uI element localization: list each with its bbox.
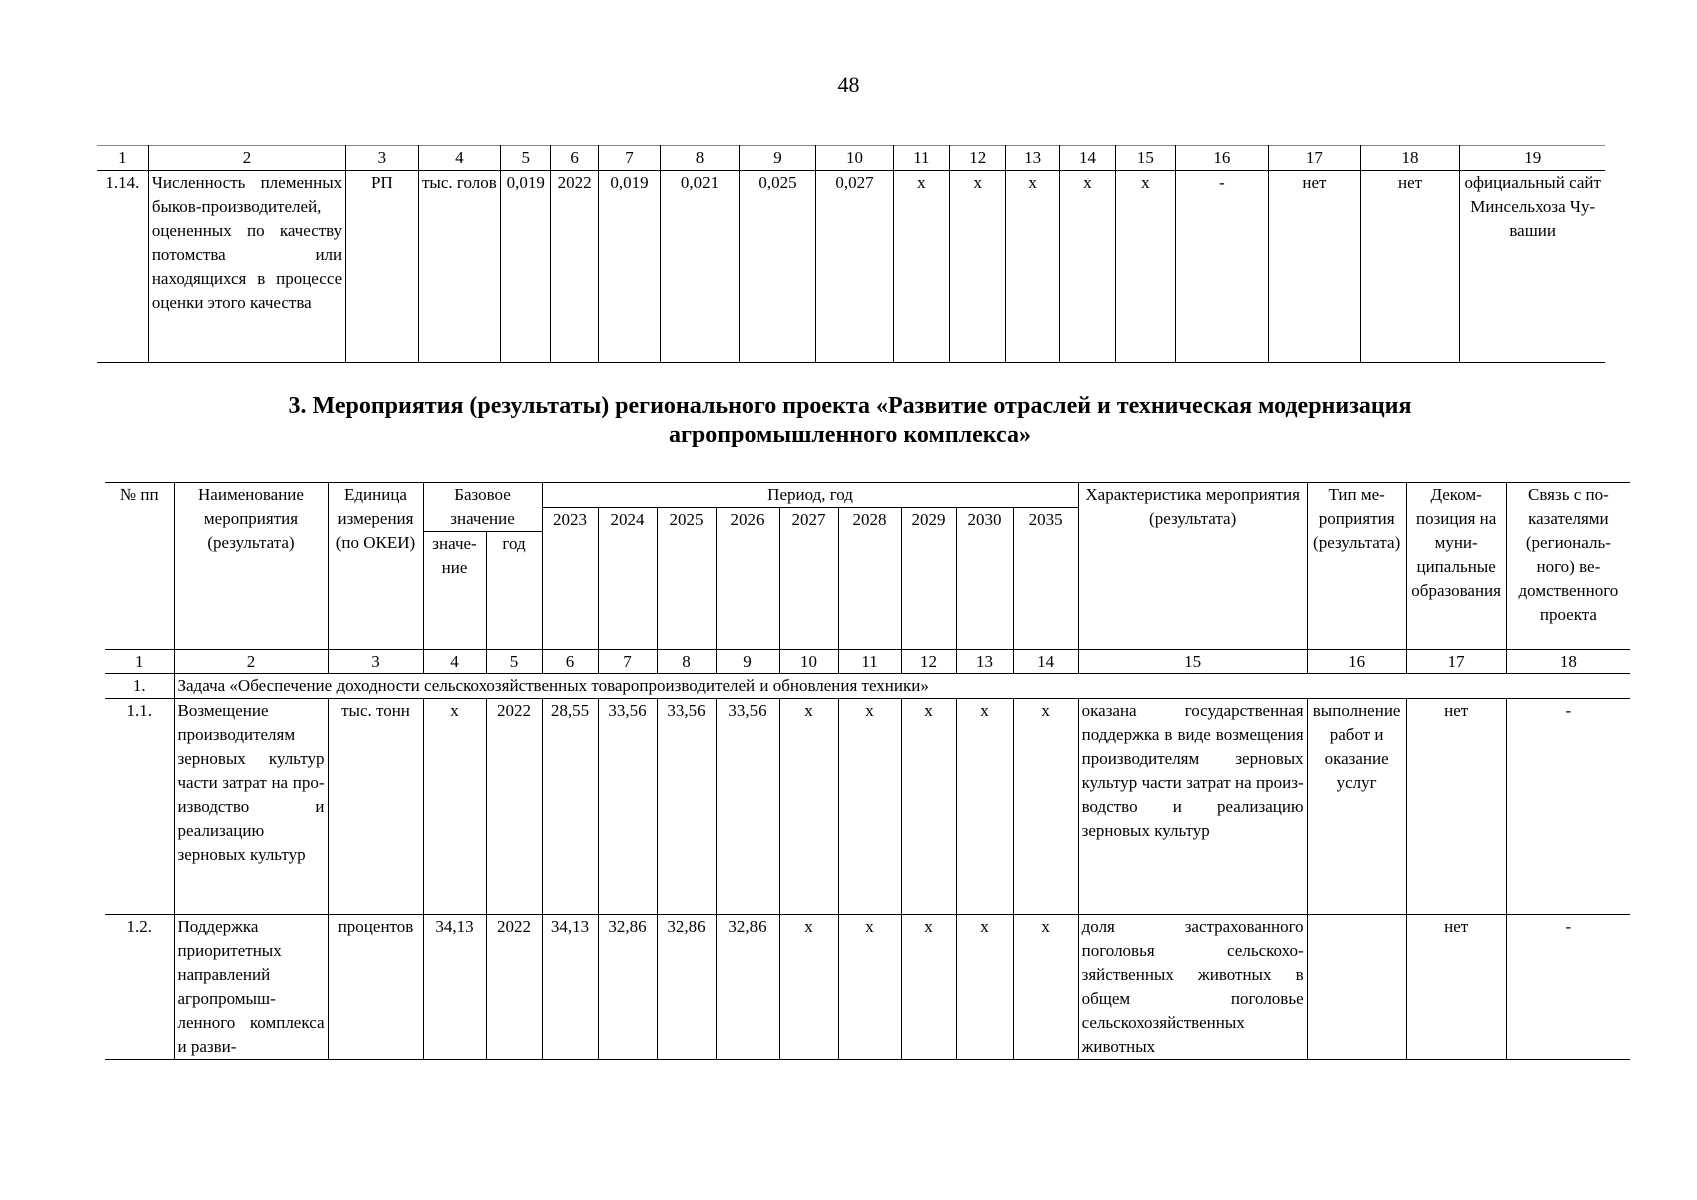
col-number: 1 (105, 650, 174, 674)
col-number: 7 (598, 650, 657, 674)
value-2026: 32,86 (716, 915, 779, 1060)
header-period: Период, год (542, 483, 1078, 508)
col-number: 12 (901, 650, 956, 674)
base-value: 34,13 (423, 915, 486, 1060)
header-link: Связь с показателями (регионального) ведомственного проекта (1506, 483, 1630, 650)
col-number: 11 (838, 650, 901, 674)
value-2029: х (901, 915, 956, 1060)
value-2027: х (779, 915, 838, 1060)
page-number: 48 (837, 72, 860, 97)
unit: тыс. тонн (328, 699, 423, 915)
col-number: 16 (1307, 650, 1406, 674)
col-number: 9 (716, 650, 779, 674)
cell-18: нет (1360, 171, 1460, 363)
header-year: 2029 (901, 508, 956, 650)
header-year: 2028 (838, 508, 901, 650)
activity-type: выполнение работ и оказание услуг (1307, 699, 1406, 915)
header-num: № пп (105, 483, 174, 650)
value-2025: 0,025 (739, 171, 816, 363)
column-number-row (97, 146, 1605, 171)
section-title-line: агропромышленного комплекса» (669, 422, 1031, 448)
col-number: 18 (1360, 146, 1460, 171)
cell-17: нет (1269, 171, 1361, 363)
base-year: 2022 (551, 171, 598, 363)
col-number: 14 (1059, 146, 1115, 171)
value-2028: х (838, 915, 901, 1060)
col-number: 15 (1116, 146, 1175, 171)
col-number: 15 (1078, 650, 1307, 674)
value-2026: 33,56 (716, 699, 779, 915)
header-year: 2035 (1013, 508, 1078, 650)
col-number: 10 (779, 650, 838, 674)
section-title-line: 3. Мероприятия (результаты) регионального проекта «Развитие отраслей и техническая модернизация (288, 393, 1412, 419)
col-number: 9 (739, 146, 816, 171)
value-2025: 33,56 (657, 699, 716, 915)
value-2024: 32,86 (598, 915, 657, 1060)
col-number: 13 (1006, 146, 1059, 171)
col-number: 12 (950, 146, 1006, 171)
col-number: 4 (423, 650, 486, 674)
header-decomposition: Декомпозиция на муниципальные образования (1406, 483, 1506, 650)
value-2026: 0,027 (816, 171, 894, 363)
value-cell: х (1116, 171, 1175, 363)
col-number: 16 (1175, 146, 1269, 171)
header-year: 2025 (657, 508, 716, 650)
decomposition: нет (1406, 915, 1506, 1060)
col-number: 4 (418, 146, 501, 171)
base-value: 0,019 (501, 171, 551, 363)
col-number: 13 (956, 650, 1013, 674)
col-number: 5 (501, 146, 551, 171)
column-number-row (105, 650, 1630, 674)
value-2030: х (956, 699, 1013, 915)
value-2027: х (779, 699, 838, 915)
value-cell: х (1006, 171, 1059, 363)
header-row (105, 483, 1630, 508)
row-number: 1.2. (105, 915, 174, 1060)
value-2028: х (838, 699, 901, 915)
activity-name: Возмещение производителям зерновых культур части затрат на производство и реализацию зерновых культур (174, 699, 328, 915)
base-value: х (423, 699, 486, 915)
header-year: 2030 (956, 508, 1013, 650)
cell-16: - (1175, 171, 1269, 363)
row-number: 1.1. (105, 699, 174, 915)
indicator-link: - (1506, 699, 1630, 915)
header-name: Наименование мероприятия (результата) (174, 483, 328, 650)
col-number: 17 (1406, 650, 1506, 674)
col-number: 1 (97, 146, 148, 171)
activity-name: Поддержка приоритетных направлений агропромышленного комплекса и разви- (174, 915, 328, 1060)
header-year: 2026 (716, 508, 779, 650)
value-2025: 32,86 (657, 915, 716, 1060)
col-number: 2 (148, 146, 345, 171)
indicators-table-continuation (97, 145, 1605, 363)
header-year: 2023 (542, 508, 598, 650)
task-number: 1. (105, 674, 174, 699)
col-number: 3 (346, 146, 418, 171)
unit: тыс. голов (418, 171, 501, 363)
header-year: 2027 (779, 508, 838, 650)
col-number: 10 (816, 146, 894, 171)
value-2023: 0,019 (598, 171, 660, 363)
value-2024: 33,56 (598, 699, 657, 915)
header-unit: Единица измерения (по ОКЕИ) (328, 483, 423, 650)
task-row (105, 674, 1630, 699)
col-number: 7 (598, 146, 660, 171)
base-year: 2022 (486, 915, 542, 1060)
header-base-year: год (486, 532, 542, 650)
value-2023: 34,13 (542, 915, 598, 1060)
activity-characteristic: оказана государственная поддержка в виде возмещения производителям зерновых культур части затрат на производство и реализацию зерновых культур (1078, 699, 1307, 915)
activity-type (1307, 915, 1406, 1060)
task-text: Задача «Обеспечение доходности сельскохозяйственных товаропроизводителей и обновления техники» (174, 674, 1630, 699)
col-number: 6 (551, 146, 598, 171)
value-2030: х (956, 915, 1013, 1060)
activity-characteristic: доля застрахованного поголовья сельскохозяйственных животных в общем поголовье сельскохозяйственных животных (1078, 915, 1307, 1060)
value-2023: 28,55 (542, 699, 598, 915)
header-characteristic: Характеристика мероприятия (результата) (1078, 483, 1307, 650)
table-row (105, 699, 1630, 915)
col-number: 17 (1269, 146, 1361, 171)
col-number: 8 (657, 650, 716, 674)
activities-table (105, 482, 1630, 1060)
value-2024: 0,021 (661, 171, 740, 363)
value-2035: х (1013, 699, 1078, 915)
base-year: 2022 (486, 699, 542, 915)
header-base-value: значение (423, 532, 486, 650)
table-row (105, 915, 1630, 1060)
header-type: Тип мероприятия (результата) (1307, 483, 1406, 650)
header-base: Базовое значение (423, 483, 542, 532)
header-year: 2024 (598, 508, 657, 650)
col-number: 14 (1013, 650, 1078, 674)
decomposition: нет (1406, 699, 1506, 915)
col-number: 11 (893, 146, 949, 171)
col-number: 19 (1460, 146, 1605, 171)
col-number: 2 (174, 650, 328, 674)
row-number: 1.14. (97, 171, 148, 363)
indicator-link: - (1506, 915, 1630, 1060)
table-row (97, 171, 1605, 363)
value-2035: х (1013, 915, 1078, 1060)
col-number: 8 (661, 146, 740, 171)
value-2029: х (901, 699, 956, 915)
col-number: 5 (486, 650, 542, 674)
value-cell: х (893, 171, 949, 363)
col-number: 6 (542, 650, 598, 674)
value-cell: х (1059, 171, 1115, 363)
col-number: 18 (1506, 650, 1630, 674)
unit: процентов (328, 915, 423, 1060)
indicator-name: Численность племенных быков-производителей, оцененных по качеству потомства или находящихся в процессе оценки этого качества (148, 171, 345, 363)
info-source: официальный сайт Минсельхоза Чувашии (1460, 171, 1605, 363)
col-number: 3 (328, 650, 423, 674)
indicator-level: РП (346, 171, 418, 363)
value-cell: х (950, 171, 1006, 363)
section-title (120, 392, 1580, 450)
